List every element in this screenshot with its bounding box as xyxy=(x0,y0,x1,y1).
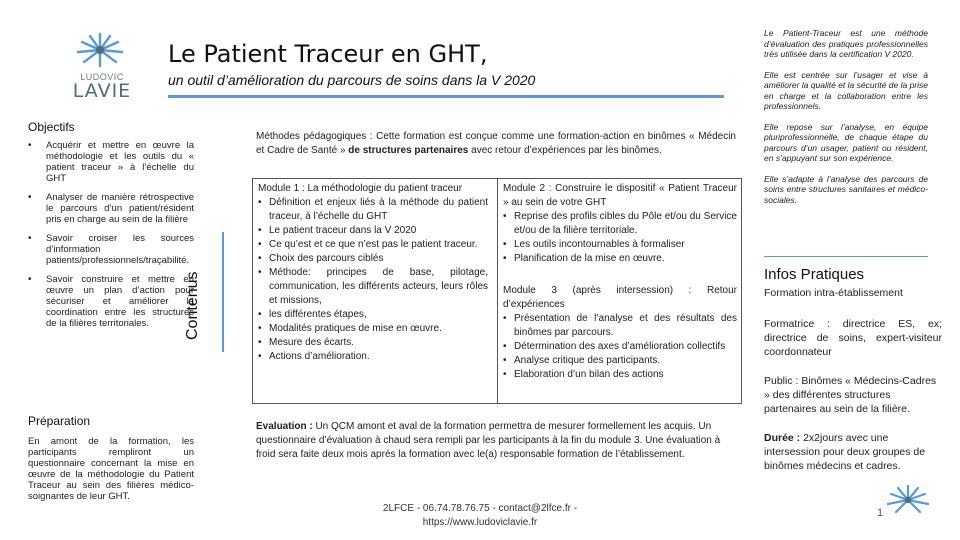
evaluation-paragraph xyxy=(256,420,740,462)
module-1 xyxy=(258,182,488,364)
module-3-item: • Analyse critique des participants. xyxy=(503,354,737,368)
objectif-item: • Savoir croiser les sources d’information patients/professionnels/traçabilité. xyxy=(28,233,194,266)
infos-duree xyxy=(764,431,940,473)
objectif-item: • Analyser de manière rétrospective le parcours d’un patient/résident pris en charge au sein de la filière xyxy=(28,192,194,225)
module-1-item: • Définition et enjeux liés à la méthode du patient traceur, à l’échelle du GHT xyxy=(258,196,488,224)
logo-surname: LAVIE xyxy=(72,80,132,102)
decorative-burst-icon xyxy=(878,482,938,534)
module-2-item: • Les outils incontournables à formaliser xyxy=(503,238,737,252)
page-subtitle: un outil d’amélioration du parcours de soins dans la V 2020 xyxy=(168,72,536,88)
contenus-divider xyxy=(222,232,224,352)
logo-name: LUDOVIC xyxy=(80,72,124,82)
module-3-item: • Détermination des axes d’amélioration collectifs xyxy=(503,340,737,354)
modules-divider xyxy=(497,178,498,404)
module-1-item: • Choix des parcours ciblés xyxy=(258,252,488,266)
module-3-item: • Présentation de l’analyse et des résultats des binômes par parcours. xyxy=(503,312,737,340)
module-3-list xyxy=(503,312,737,382)
module-2-item: • Reprise des profils cibles du Pôle et/ou du Service et/ou de la filière territoriale. xyxy=(503,210,737,238)
contenus-label: Contenus xyxy=(184,271,201,340)
module-2-title: Module 2 : Construire le dispositif « Patient Traceur » au sein de votre GHT xyxy=(503,183,737,208)
contenus-label-wrap xyxy=(184,240,244,348)
module-1-item: • les différentes étapes, xyxy=(258,308,488,322)
methodes-bold: de structures partenaires xyxy=(348,145,469,156)
methodes-text: Cette formation est conçue comme une formation-action en binômes « Médecin et Cadre de Santé » xyxy=(256,131,736,156)
infos-lieu: Formation intra-établissement xyxy=(764,287,903,299)
intro-paragraph: Elle s’adapte à l’analyse des parcours de soins entre structures sanitaires et médico-sociales. xyxy=(764,173,928,205)
module-2 xyxy=(503,182,737,266)
intro-paragraph: Elle repose sur l’analyse, en équipe pluriprofessionnelle, de chaque étape du parcours d’un usager, patient ou résident, en s’appuyant sur son expérience. xyxy=(764,121,928,163)
page-title: Le Patient Traceur en GHT, xyxy=(168,40,488,68)
intro-paragraph: Le Patient-Traceur est une méthode d’évaluation des pratiques professionnelles très utilisée dans la certification V 2020. xyxy=(764,28,928,59)
module-1-item: • Modalités pratiques de mise en œuvre. xyxy=(258,322,488,336)
evaluation-label: Evaluation : xyxy=(256,421,316,432)
objectif-item: • Savoir construire et mettre en œuvre un plan d’action pour sécuriser et améliorer la coordination entre les structures de la filières territoriales. xyxy=(28,274,194,329)
module-1-list xyxy=(258,196,488,364)
module-3 xyxy=(503,284,737,382)
infos-heading: Infos Pratiques xyxy=(764,266,865,283)
header-divider xyxy=(168,95,724,98)
website-link[interactable]: https://www.ludoviclavie.fr xyxy=(422,517,538,528)
objectifs-list xyxy=(28,140,194,337)
module-1-item: • Méthode: principes de base, pilotage, communication, les différents acteurs, leurs rôles et missions, xyxy=(258,266,488,308)
module-1-item: • Actions d’amélioration. xyxy=(258,350,488,364)
preparation-text: En amont de la formation, les participants rempliront un questionnaire concernant la mise en œuvre de la méthodologie du Patient Traceur au sein des filières médico-soignantes de leur GHT. xyxy=(28,436,194,502)
module-2-list xyxy=(503,210,737,266)
methodes-label: Méthodes pédagogiques : xyxy=(256,131,377,142)
infos-public: Public : Binômes « Médecins-Cadres » des différentes structures partenaires au sein de la filière. xyxy=(764,375,937,415)
methodes-paragraph xyxy=(256,130,736,158)
intro-text xyxy=(764,28,928,215)
module-3-item: • Elaboration d’un bilan des actions xyxy=(503,368,737,382)
module-1-item: • Mesure des écarts. xyxy=(258,336,488,350)
duree-text: 2x2jours avec une intersession pour deux groupes de binômes médecins et cadres. xyxy=(764,432,926,472)
contact-footer xyxy=(370,502,590,530)
page-number: 1 xyxy=(877,507,884,519)
objectifs-heading: Objectifs xyxy=(28,120,75,134)
module-3-title: Module 3 (après intersession) : Retour d’expériences xyxy=(503,285,737,310)
module-1-title: Module 1 : La méthodologie du patient traceur xyxy=(258,183,463,194)
objectif-item: • Acquérir et mettre en œuvre la méthodologie et les outils du « patient traceur » à l’échelle du GHT xyxy=(28,140,194,184)
module-1-item: • Ce qu’est et ce que n’est pas le patient traceur. xyxy=(258,238,488,252)
infos-divider xyxy=(764,256,928,257)
methodes-tail: avec retour d’expériences par les binômes. xyxy=(468,145,662,156)
preparation-heading: Préparation xyxy=(28,414,91,428)
module-1-item: • Le patient traceur dans la V 2020 xyxy=(258,224,488,238)
intro-paragraph: Elle est centrée sur l’usager et vise à améliorer la qualité et la sécurité de la prise en charge et la collaboration entre les professionnels. xyxy=(764,69,928,111)
contact-line: 2LFCE - 06.74.78.76.75 - contact@2lfce.fr - xyxy=(382,503,578,514)
duree-label: Durée : xyxy=(764,432,804,444)
infos-formatrice: Formatrice : directrice ES, ex; directrice de soins, expert-visiteur coordonnateur xyxy=(764,318,942,358)
module-2-item: • Planification de la mise en œuvre. xyxy=(503,252,737,266)
evaluation-text: Un QCM amont et aval de la formation permettra de mesurer formellement les acquis. Un questionnaire d’évaluation à chaud sera rempli par les participants à la fin du module 3. Une évaluation à froid sera faite deux mois après la formation avec le(a) responsable formation de l’établissement. xyxy=(256,421,721,460)
